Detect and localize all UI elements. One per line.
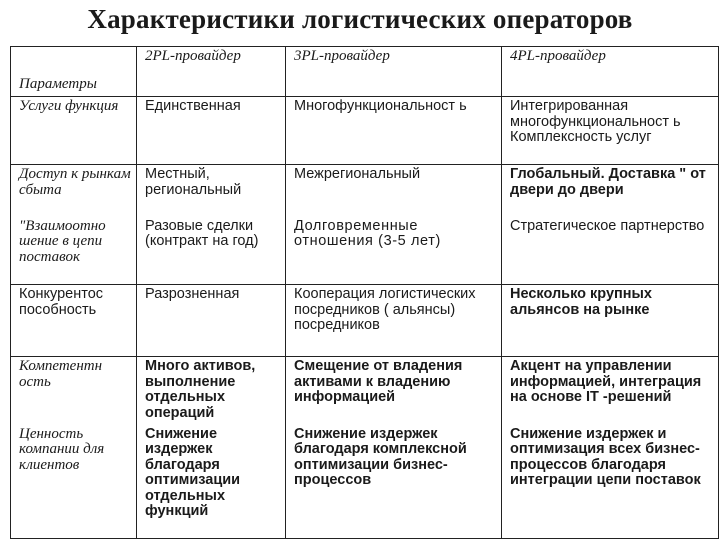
param-cell: Конкурентос пособность bbox=[11, 285, 137, 357]
table-row-competence bbox=[11, 357, 719, 425]
header-3pl: 3PL-провайдер bbox=[286, 47, 502, 97]
header-row bbox=[11, 47, 719, 97]
param-cell: Ценность компании для клиентов bbox=[11, 425, 137, 539]
value-4pl: Акцент на управлении информацией, интеграция на основе IT -решений bbox=[502, 357, 719, 425]
value-4pl: Несколько крупных альянсов на рынке bbox=[502, 285, 719, 357]
operators-table bbox=[10, 46, 719, 539]
param-cell: "Взаимоотно шение в цепи поставок bbox=[11, 217, 137, 285]
param-cell: Компетентн ость bbox=[11, 357, 137, 425]
value-2pl: Местный, региональный bbox=[137, 165, 286, 217]
header-4pl: 4PL-провайдер bbox=[502, 47, 719, 97]
header-2pl: 2PL-провайдер bbox=[137, 47, 286, 97]
table-row-services bbox=[11, 97, 719, 165]
value-4pl: Интегрированная многофункциональност ь Комплексность услуг bbox=[502, 97, 719, 165]
value-2pl: Снижение издержек благодаря оптимизации отдельных функций bbox=[137, 425, 286, 539]
value-2pl: Много активов, выполнение отдельных операций bbox=[137, 357, 286, 425]
slide-title: Характеристики логистических операторов bbox=[87, 4, 633, 34]
value-4pl: Снижение издержек и оптимизация всех бизнес-процессов благодаря интеграции цепи поставок bbox=[502, 425, 719, 539]
value-2pl: Разовые сделки (контракт на год) bbox=[137, 217, 286, 285]
header-params: Параметры bbox=[11, 47, 137, 97]
value-3pl: Межрегиональный bbox=[286, 165, 502, 217]
table-row-market-access bbox=[11, 165, 719, 217]
param-cell: Доступ к рынкам сбыта bbox=[11, 165, 137, 217]
value-3pl: Кооперация логистических посредников ( альянсы) посредников bbox=[286, 285, 502, 357]
value-3pl: Многофункциональност ь bbox=[286, 97, 502, 165]
value-4pl: Глобальный. Доставка " от двери до двери bbox=[502, 165, 719, 217]
table-row-relationship bbox=[11, 217, 719, 285]
table-row-competitiveness bbox=[11, 285, 719, 357]
param-cell: Услуги функция bbox=[11, 97, 137, 165]
value-3pl: Снижение издержек благодаря комплексной оптимизации бизнес-процессов bbox=[286, 425, 502, 539]
value-2pl: Единственная bbox=[137, 97, 286, 165]
table-row-value bbox=[11, 425, 719, 539]
value-3pl: Смещение от владения активами к владению информацией bbox=[286, 357, 502, 425]
value-4pl: Стратегическое партнерство bbox=[502, 217, 719, 285]
value-2pl: Разрозненная bbox=[137, 285, 286, 357]
value-3pl: Долговременные отношения (3-5 лет) bbox=[286, 217, 502, 285]
